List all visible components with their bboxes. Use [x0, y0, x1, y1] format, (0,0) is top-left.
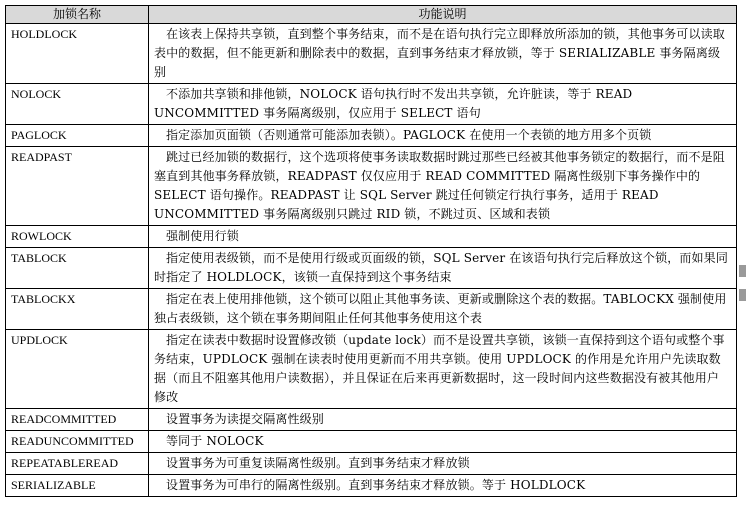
- table-body: [6, 24, 737, 497]
- table-row: [6, 330, 737, 409]
- header-row: [6, 6, 737, 24]
- lock-name-cell: PAGLOCK: [6, 125, 149, 147]
- table-row: [6, 125, 737, 147]
- lock-name-cell: REPEATABLEREAD: [6, 453, 149, 475]
- description-cell: 设置事务为可串行的隔离性级别。直到事务结束才释放锁。等于 HOLDLOCK: [149, 475, 737, 497]
- description-cell: 指定在读表中数据时设置修改锁（update lock）而不是设置共享锁，该锁一直保持到这个语句或整个事务结束，UPDLOCK 强制在读表时使用更新而不用共享锁。使用 UPDLOCK 的作用是允许用户先读取数据（而且不阻塞其他用户读数据），并且保证在后来再更新数据时，这一段时间内这些数据没有被其他用户修改: [149, 330, 737, 409]
- description-cell: 不添加共享锁和排他锁，NOLOCK 语句执行时不发出共享锁，允许脏读，等于 READ UNCOMMITTED 事务隔离级别，仅应用于 SELECT 语句: [149, 84, 737, 125]
- page-edge-marker: [739, 265, 746, 277]
- lock-name-cell: HOLDLOCK: [6, 24, 149, 84]
- table-row: [6, 226, 737, 248]
- description-cell: 指定在表上使用排他锁，这个锁可以阻止其他事务读、更新或删除这个表的数据。TABLOCKX 强制使用独占表级锁，这个锁在事务期间阻止任何其他事务使用这个表: [149, 289, 737, 330]
- lock-name-cell: ROWLOCK: [6, 226, 149, 248]
- table-row: [6, 475, 737, 497]
- description-cell: 跳过已经加锁的数据行，这个选项将使事务读取数据时跳过那些已经被其他事务锁定的数据行，而不是阻塞直到其他事务释放锁，READPAST 仅仅应用于 READ COMMITTED 隔离性级别下事务操作中的 SELECT 语句操作。READPAST 让 SQL Server 跳过任何锁定行执行事务，适用于 READ UNCOMMITTED 事务隔离级别只跳过 RID 锁，不跳过页、区域和表锁: [149, 147, 737, 226]
- table-row: [6, 453, 737, 475]
- lock-hints-table: [5, 5, 737, 497]
- lock-name-cell: READPAST: [6, 147, 149, 226]
- lock-name-cell: READUNCOMMITTED: [6, 431, 149, 453]
- lock-name-cell: TABLOCK: [6, 248, 149, 289]
- table-row: [6, 431, 737, 453]
- description-cell: 设置事务为读提交隔离性级别: [149, 409, 737, 431]
- table-row: [6, 248, 737, 289]
- description-cell: 指定使用表级锁，而不是使用行级或页面级的锁，SQL Server 在该语句执行完后释放这个锁，而如果同时指定了 HOLDLOCK，该锁一直保持到这个事务结束: [149, 248, 737, 289]
- description-cell: 设置事务为可重复读隔离性级别。直到事务结束才释放锁: [149, 453, 737, 475]
- table-row: [6, 409, 737, 431]
- lock-name-cell: SERIALIZABLE: [6, 475, 149, 497]
- header-description: 功能说明: [149, 6, 737, 24]
- header-lock-name: 加锁名称: [6, 6, 149, 24]
- table-row: [6, 289, 737, 330]
- description-cell: 在该表上保持共享锁，直到整个事务结束，而不是在语句执行完立即释放所添加的锁，其他事务可以读取表中的数据，但不能更新和删除表中的数据，直到事务结束才释放锁，等于 SERIALIZABLE 事务隔离级别: [149, 24, 737, 84]
- lock-name-cell: TABLOCKX: [6, 289, 149, 330]
- page-edge-marker: [739, 289, 746, 301]
- lock-name-cell: UPDLOCK: [6, 330, 149, 409]
- table-row: [6, 147, 737, 226]
- description-cell: 等同于 NOLOCK: [149, 431, 737, 453]
- table-row: [6, 24, 737, 84]
- description-cell: 强制使用行锁: [149, 226, 737, 248]
- table-header: [6, 6, 737, 24]
- table-row: [6, 84, 737, 125]
- lock-name-cell: READCOMMITTED: [6, 409, 149, 431]
- description-cell: 指定添加页面锁（否则通常可能添加表锁）。PAGLOCK 在使用一个表锁的地方用多个页锁: [149, 125, 737, 147]
- lock-name-cell: NOLOCK: [6, 84, 149, 125]
